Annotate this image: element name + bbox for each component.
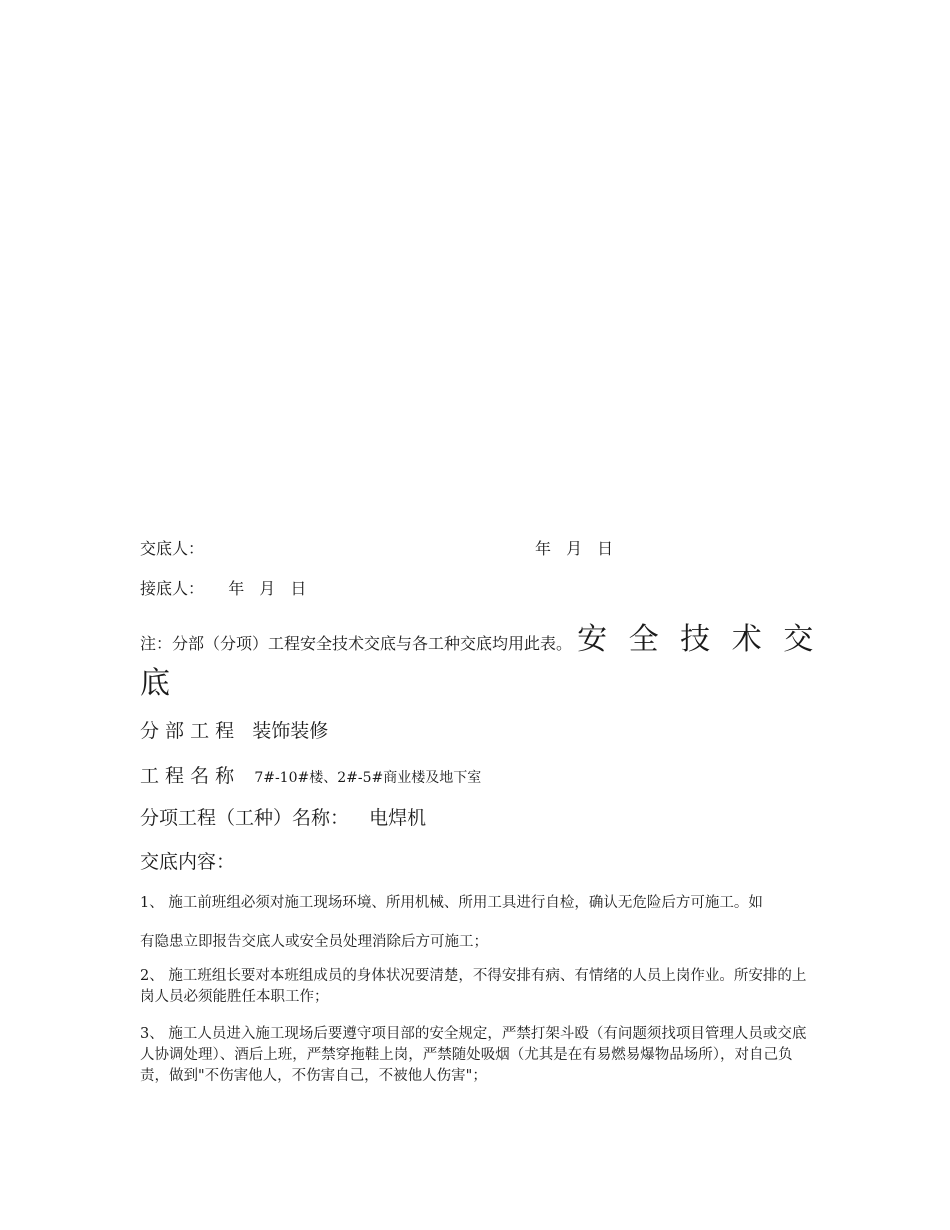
division-label: 分 部 工 程 <box>140 720 235 742</box>
discloser-row <box>140 536 204 559</box>
document-title: 安 全 技 术 交 <box>577 622 820 657</box>
discloser-date: 年 月 日 <box>535 539 614 558</box>
item-2: 2、 施工班组长要对本班组成员的身体状况要清楚，不得安排有病、有情绪的人员上岗作业。所安排的上岗人员必须能胜任本职工作； <box>140 968 807 1005</box>
document-title-continued: 底 <box>140 666 170 701</box>
item-1-line-2: 有隐患立即报告交底人或安全员处理消除后方可施工； <box>140 934 488 950</box>
receiver-row <box>140 576 306 599</box>
division-value: 装饰装修 <box>252 720 329 742</box>
project-row <box>140 761 481 788</box>
project-value: 7#-10#楼、2#-5#商业楼及地下室 <box>254 770 482 786</box>
receiver-date: 年 月 日 <box>228 579 307 598</box>
item-3: 3、 施工人员进入施工现场后要遵守项目部的安全规定，严禁打架斗殴（有问题须找项目管理人员或交底人协调处理）、酒后上班，严禁穿拖鞋上岗，严禁随处吸烟（尤其是在有易燃易爆物品场所），对自己负责，做到"不伤害他人，不伤害自己，不被他人伤害"； <box>140 1026 807 1084</box>
note-text: 注：分部（分项）工程安全技术交底与各工种交底均用此表。 <box>140 634 573 653</box>
subitem-label: 分项工程（工种）名称： <box>140 807 350 829</box>
receiver-label: 接底人： <box>140 579 205 598</box>
subitem-row <box>140 803 426 830</box>
item-1-line-1: 1、 施工前班组必须对施工现场环境、所用机械、所用工具进行自检，确认无危险后方可施工。如 <box>140 895 763 911</box>
division-row <box>140 716 328 743</box>
content-label: 交底内容： <box>140 851 236 873</box>
discloser-label: 交底人： <box>140 539 205 558</box>
note-row <box>140 614 819 658</box>
subitem-value: 电焊机 <box>369 807 427 829</box>
project-label: 工 程 名 称 <box>140 765 235 787</box>
